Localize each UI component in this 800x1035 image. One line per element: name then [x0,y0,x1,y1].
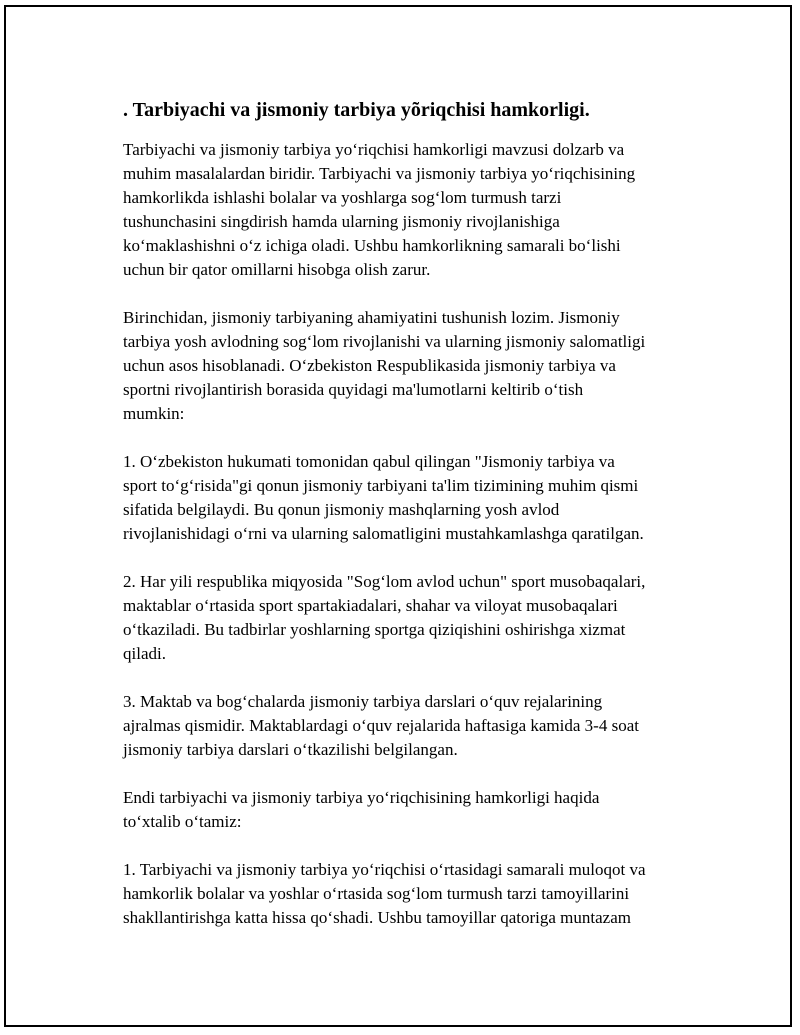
paragraph-line: uchun bir qator omillarni hisobga olish zarur. [123,260,431,279]
paragraph-line: 3. Maktab va bogʻchalarda jismoniy tarbiya darslari oʻquv rejalarining [123,692,603,711]
paragraph-line: muhim masalalardan biridir. Tarbiyachi va jismoniy tarbiya yoʻriqchisining [123,164,636,183]
paragraph-line: 1. Oʻzbekiston hukumati tomonidan qabul qilingan "Jismoniy tarbiya va [123,452,615,471]
paragraph-line: sifatida belgilaydi. Bu qonun jismoniy mashqlarning yosh avlod [123,500,560,519]
paragraph [123,570,703,666]
paragraph-line: Tarbiyachi va jismoniy tarbiya yoʻriqchisi hamkorligi mavzusi dolzarb va [123,140,625,159]
paragraph-line: Endi tarbiyachi va jismoniy tarbiya yoʻriqchisining hamkorligi haqida [123,788,600,807]
paragraph-line: oʻtkaziladi. Bu tadbirlar yoshlarning sportga qiziqishini oshirishga xizmat [123,620,626,639]
paragraph-line: shakllantirishga katta hissa qoʻshadi. Ushbu tamoyillar qatoriga muntazam [123,908,631,927]
paragraph-line: sport toʻgʻrisida"gi qonun jismoniy tarbiyani ta'lim tizimining muhim qismi [123,476,639,495]
paragraph [123,858,703,930]
paragraph [123,138,703,282]
paragraph-line: hamkorlik bolalar va yoshlar oʻrtasida sogʻlom turmush tarzi tamoyillarini [123,884,630,903]
paragraph [123,690,703,762]
paragraph [123,306,703,426]
paragraph-line: tushunchasini singdirish hamda ularning jismoniy rivojlanishiga [123,212,560,231]
paragraph-line: 2. Har yili respublika miqyosida "Sogʻlom avlod uchun" sport musobaqalari, [123,572,646,591]
document-body [118,98,708,954]
paragraph-line: maktablar oʻrtasida sport spartakiadalari, shahar va viloyat musobaqalari [123,596,618,615]
paragraph-line: toʻxtalib oʻtamiz: [123,812,242,831]
paragraph-line: jismoniy tarbiya darslari oʻtkazilishi belgilangan. [123,740,458,759]
paragraph-line: Birinchidan, jismoniy tarbiyaning ahamiyatini tushunish lozim. Jismoniy [123,308,620,327]
paragraph-line: sportni rivojlantirish borasida quyidagi ma'lumotlarni keltirib oʻtish [123,380,584,399]
paragraph-line: uchun asos hisoblanadi. Oʻzbekiston Respublikasida jismoniy tarbiya va [123,356,616,375]
paragraph [123,450,703,546]
document-title: . Tarbiyachi va jismoniy tarbiya yõriqchisi hamkorligi. [123,99,590,121]
paragraph-line: tarbiya yosh avlodning sogʻlom rivojlanishi va ularning jismoniy salomatligi [123,332,646,351]
paragraph-line: qiladi. [123,644,166,663]
paragraph-line: 1. Tarbiyachi va jismoniy tarbiya yoʻriqchisi oʻrtasidagi samarali muloqot va [123,860,646,879]
paragraph-line: koʻmaklashishni oʻz ichiga oladi. Ushbu hamkorlikning samarali boʻlishi [123,236,621,255]
paragraph-line: hamkorlikda ishlashi bolalar va yoshlarga sogʻlom turmush tarzi [123,188,562,207]
paragraph [123,786,703,834]
paragraph-list [118,138,708,930]
paragraph-line: rivojlanishidagi oʻrni va ularning salomatligini mustahkamlashga qaratilgan. [123,524,644,543]
paragraph-line: mumkin: [123,404,185,423]
document-page [4,5,792,1027]
paragraph-line: ajralmas qismidir. Maktablardagi oʻquv rejalarida haftasiga kamida 3-4 soat [123,716,639,735]
